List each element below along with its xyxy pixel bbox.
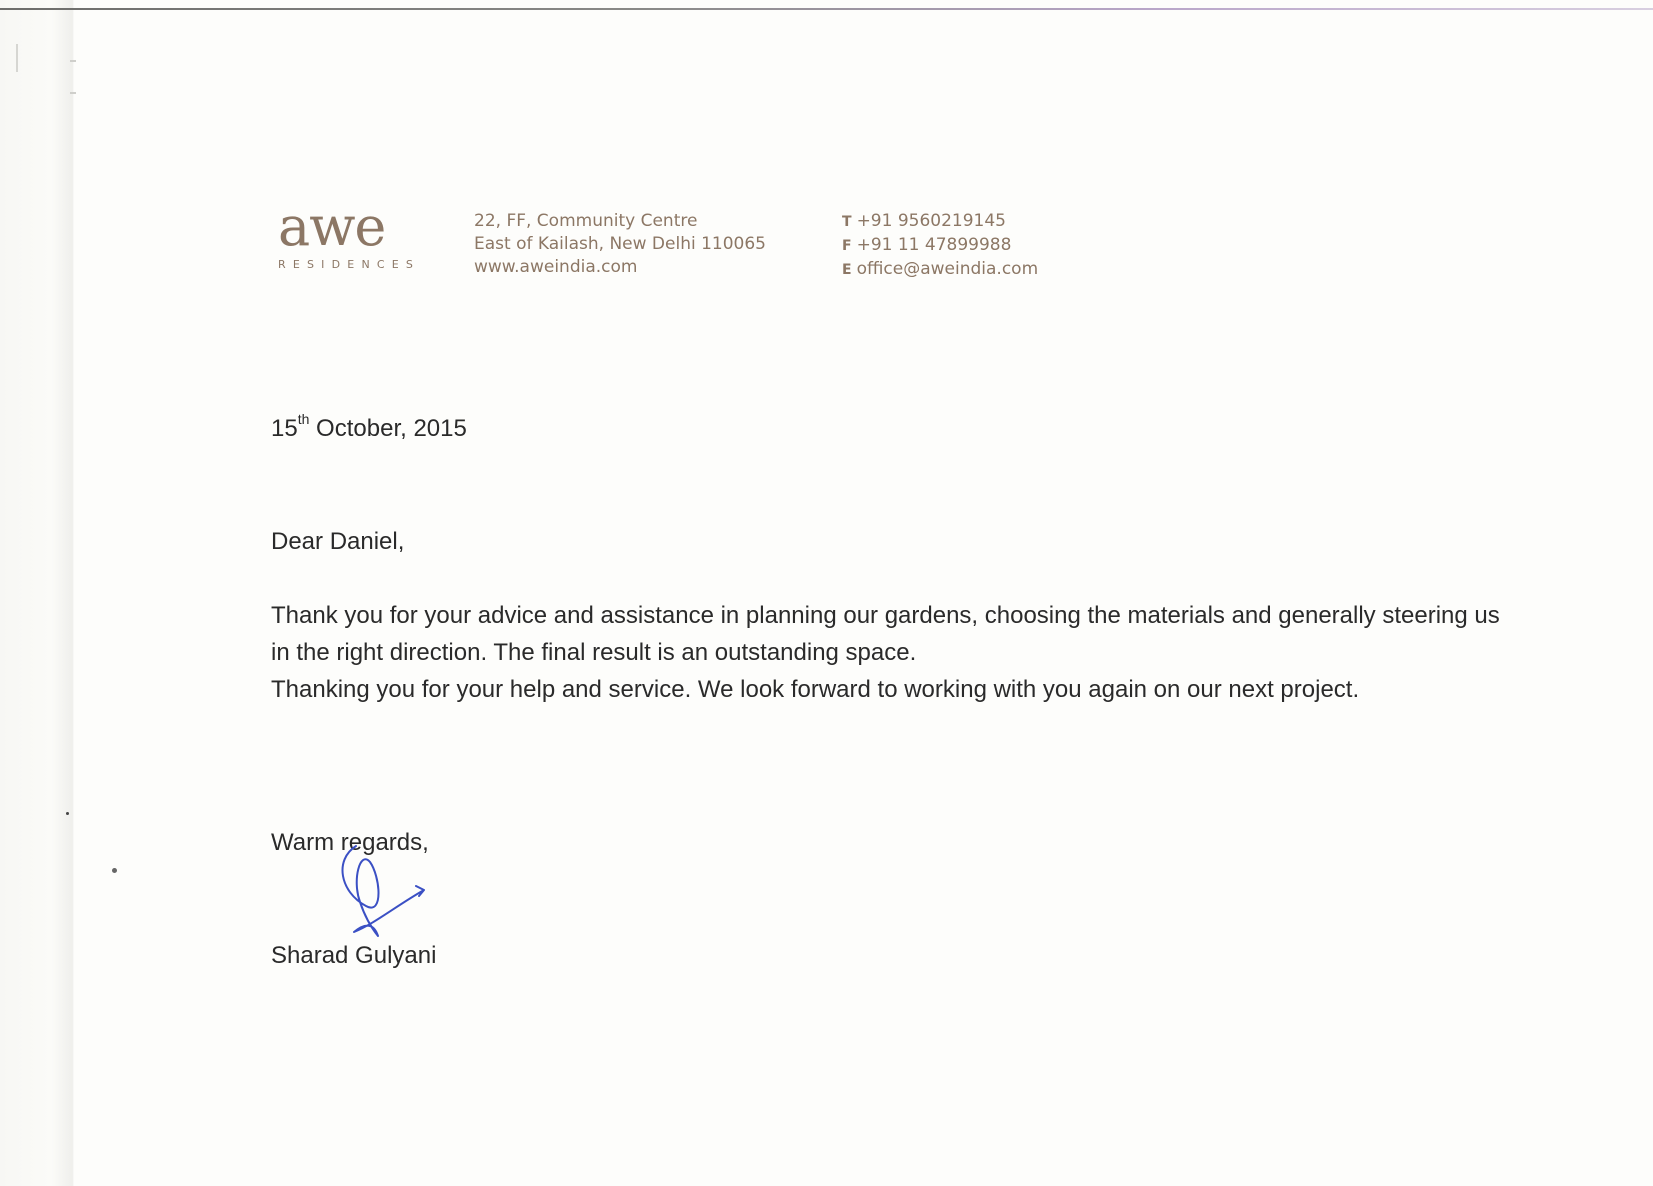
scan-mark	[70, 60, 76, 62]
paragraph: Thanking you for your help and service. We look forward to working with you again on our next project.	[271, 676, 1360, 703]
logo-subtitle: RESIDENCES	[278, 258, 421, 271]
email-address: office@aweindia.com	[856, 259, 1039, 279]
handwritten-signature	[326, 840, 436, 940]
dust-speck	[66, 812, 69, 815]
letterhead-contact	[842, 210, 1038, 282]
phone-key: T	[842, 214, 852, 230]
date-month-year: October, 2015	[309, 415, 467, 442]
signer-name: Sharad Gulyani	[271, 942, 437, 969]
date-suffix: th	[297, 411, 310, 427]
phone-number: +91 9560219145	[856, 211, 1007, 231]
address-line-2: East of Kailash, New Delhi 110065	[474, 234, 766, 254]
dust-speck	[112, 868, 117, 873]
email-line	[842, 258, 1038, 282]
phone-line	[842, 210, 1038, 234]
letterhead	[278, 195, 1078, 280]
salutation: Dear Daniel,	[271, 528, 405, 555]
email-key: E	[842, 262, 852, 278]
website-text: www.aweindia.com	[474, 257, 638, 277]
address-line-1: 22, FF, Community Centre	[474, 211, 698, 231]
paragraph: Thank you for your advice and assistance in planning our gardens, choosing the materials and generally steering us in the right direction. The final result is an outstanding space.	[271, 602, 1500, 666]
scan-mark	[70, 92, 76, 94]
fax-number: +91 11 47899988	[856, 235, 1012, 255]
scan-top-edge-line	[0, 8, 1653, 10]
logo-wordmark: awe	[278, 195, 386, 258]
closing: Warm regards,	[271, 829, 429, 856]
fax-key: F	[842, 238, 852, 254]
company-logo	[278, 195, 428, 271]
scan-mark	[16, 44, 18, 72]
scan-edge	[0, 0, 74, 1186]
body-paragraphs	[271, 597, 1501, 708]
date-day: 15	[271, 415, 298, 442]
letterhead-address	[474, 210, 766, 279]
letter-date	[271, 410, 467, 447]
fax-line	[842, 234, 1038, 258]
